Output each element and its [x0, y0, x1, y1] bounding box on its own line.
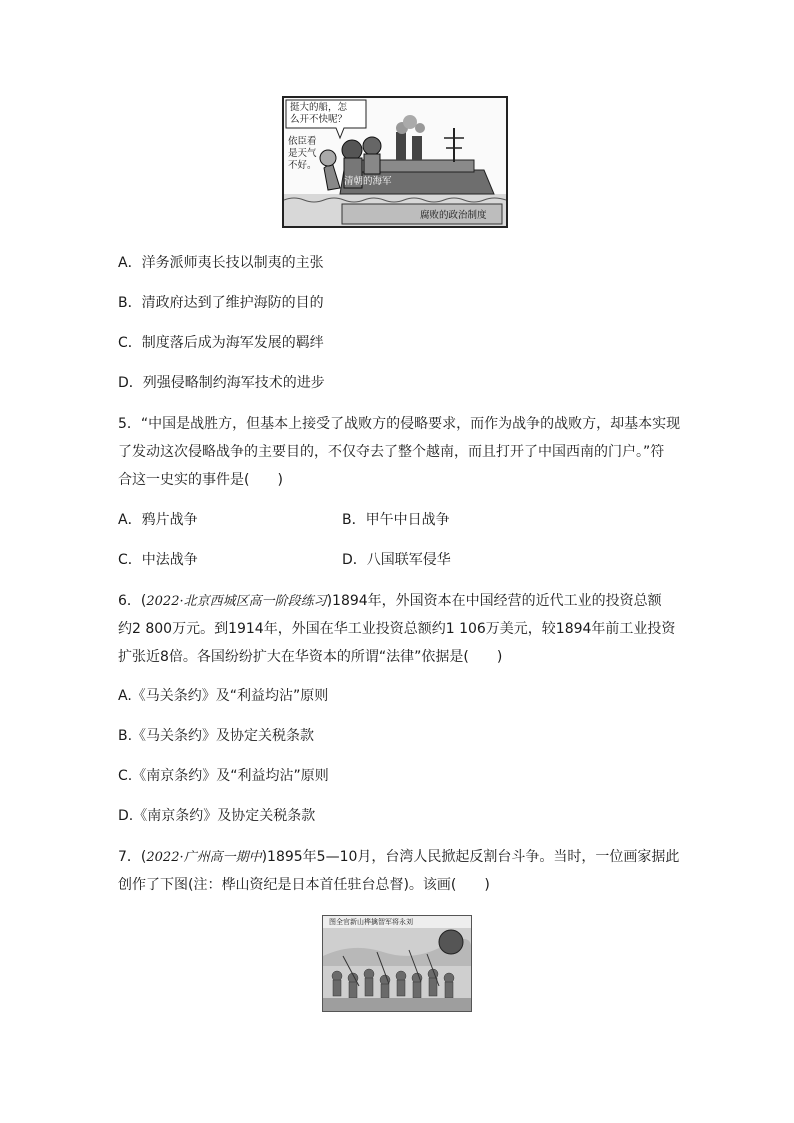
q5-option-a: A．鸦片战争 [118, 512, 198, 528]
q6-option-a: A.《马关条约》及“利益均沾”原则 [118, 688, 329, 704]
cartoon-speech-top-line1: 挺大的船，怎 [290, 102, 348, 113]
cartoon-ship-label: 清朝的海军 [344, 176, 392, 187]
q7-stem-line2: 创作了下图(注：桦山资纪是日本首任驻台总督)。该画( ) [118, 877, 490, 893]
q6-stem-line1 [118, 592, 662, 611]
painting-drawing [323, 916, 471, 1011]
cartoon-speech-left-line2: 是天气 [288, 148, 317, 159]
q5-option-d: D．八国联军侵华 [342, 552, 451, 568]
taiwan-painting-image [322, 915, 472, 1012]
q5-stem-line2: 了发动这次侵略战争的主要目的，不仅夺去了整个越南，而且打开了中国西南的门户。”符 [118, 444, 665, 460]
q4-option-c: C．制度落后成为海军发展的羁绊 [118, 335, 324, 351]
q7-number: 7．( [118, 849, 147, 865]
q7-stem-line1 [118, 848, 679, 867]
q4-option-a: A．洋务派师夷长技以制夷的主张 [118, 255, 324, 271]
cartoon-speech-top-line2: 么开不快呢？ [290, 114, 348, 125]
naval-cartoon-image [282, 96, 508, 228]
q6-option-b: B.《马关条约》及协定关税条款 [118, 728, 315, 744]
q6-stem-line1-rest: )1894年，外国资本在中国经营的近代工业的投资总额 [326, 593, 662, 609]
cartoon-speech-left-line1: 依臣看 [288, 136, 317, 147]
q5-stem-line3: 合这一史实的事件是( ) [118, 472, 283, 488]
q5-option-b: B．甲午中日战争 [342, 512, 450, 528]
q6-stem-line3: 扩张近8倍。各国纷纷扩大在华资本的所谓“法律”依据是( ) [118, 649, 503, 665]
q6-option-d: D.《南京条约》及协定关税条款 [118, 808, 316, 824]
q7-stem-line1-rest: )1895年5—10月，台湾人民掀起反割台斗争。当时，一位画家据此 [261, 849, 680, 865]
q4-option-b: B．清政府达到了维护海防的目的 [118, 295, 324, 311]
q6-number: 6．( [118, 593, 147, 609]
q7-source: 2022·广州高一期中 [146, 850, 262, 865]
q6-option-c: C.《南京条约》及“利益均沾”原则 [118, 768, 329, 784]
q4-option-d: D．列强侵略制约海军技术的进步 [118, 375, 325, 391]
painting-title: 图全官新山桦擒智军将永刘 [329, 918, 413, 926]
cartoon-base-label: 腐败的政治制度 [420, 210, 487, 221]
q5-stem-line1: 5．“中国是战胜方，但基本上接受了战败方的侵略要求，而作为战争的战败方，却基本实现 [118, 416, 681, 432]
q6-source: 2022·北京西城区高一阶段练习 [146, 594, 327, 609]
q6-stem-line2: 约2 800万元。到1914年，外国在华工业投资总额约1 106万美元，较1894年前工业投资 [118, 621, 676, 637]
cartoon-speech-left-line3: 不好。 [288, 160, 317, 171]
q5-option-c: C．中法战争 [118, 552, 198, 568]
